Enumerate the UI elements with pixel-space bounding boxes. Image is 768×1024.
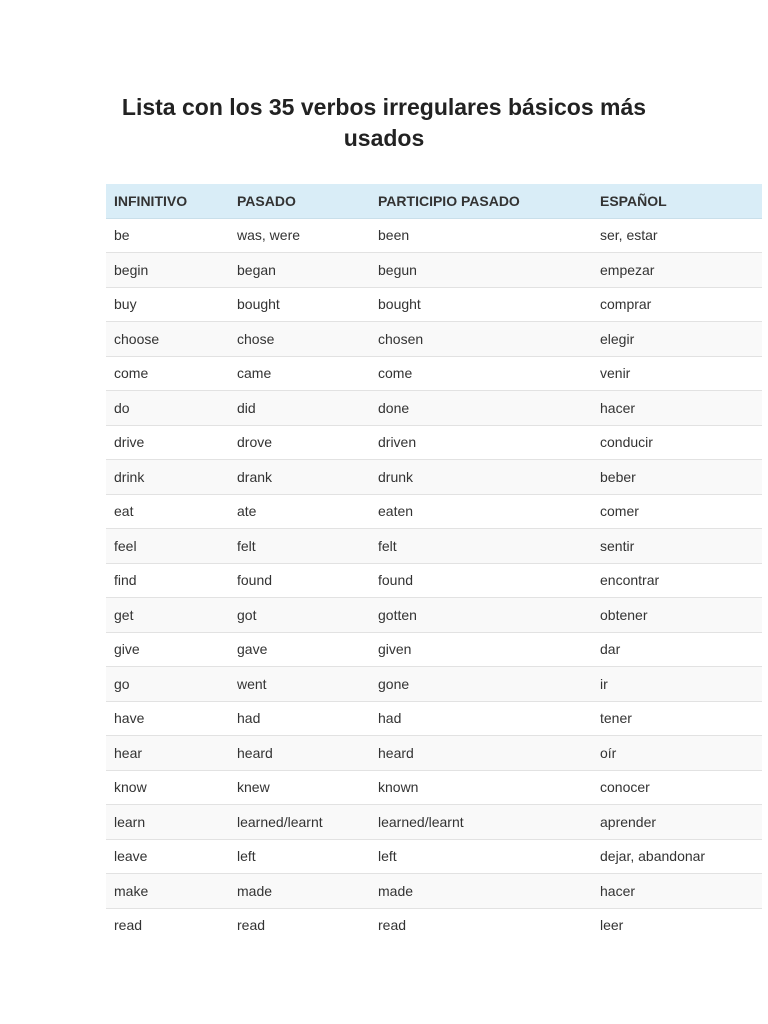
cell-infinitivo: get [114,606,134,623]
cell-participio-pasado: eaten [378,503,414,520]
table-row [106,494,762,529]
cell-pasado: found [237,572,273,589]
cell-espanol: comer [600,503,639,520]
table-row [106,598,762,633]
cell-participio-pasado: driven [378,434,417,451]
cell-participio-pasado: left [378,848,397,865]
cell-infinitivo: drink [114,468,145,485]
table-row [106,218,762,253]
cell-espanol: conducir [600,434,653,451]
table-row [106,529,762,564]
cell-espanol: obtener [600,606,648,623]
cell-participio-pasado: done [378,399,410,416]
table-row [106,563,762,598]
header-row [106,184,762,218]
cell-pasado: knew [237,779,270,796]
table-row [106,460,762,495]
cell-participio-pasado: begun [378,261,417,278]
cell-espanol: hacer [600,882,636,899]
table-row [106,874,762,909]
table-header [106,184,762,218]
cell-espanol: hacer [600,399,636,416]
cell-espanol: empezar [600,261,655,278]
table-row [106,391,762,426]
cell-espanol: tener [600,710,632,727]
table-row [106,839,762,874]
cell-pasado: came [237,365,272,382]
cell-pasado: felt [237,537,256,554]
cell-infinitivo: know [114,779,147,796]
cell-espanol: elegir [600,330,635,347]
header-espanol: ESPAÑOL [592,184,762,218]
cell-pasado: left [237,848,256,865]
cell-espanol: venir [600,365,631,382]
header-pasado: PASADO [229,184,370,218]
cell-participio-pasado: learned/learnt [378,813,464,830]
cell-participio-pasado: bought [378,296,421,313]
table-row [106,356,762,391]
cell-infinitivo: learn [114,813,146,830]
cell-participio-pasado: been [378,227,410,244]
page-title: Lista con los 35 verbos irregulares básicos más usados [121,94,647,151]
cell-infinitivo: read [114,917,143,934]
table-row [106,287,762,322]
cell-infinitivo: make [114,882,149,899]
cell-pasado: got [237,606,257,623]
cell-participio-pasado: made [378,882,414,899]
cell-espanol: conocer [600,779,650,796]
cell-participio-pasado: gotten [378,606,417,623]
cell-infinitivo: buy [114,296,137,313]
cell-pasado: did [237,399,256,416]
cell-pasado: ate [237,503,257,520]
cell-participio-pasado: come [378,365,413,382]
cell-infinitivo: feel [114,537,137,554]
cell-pasado: made [237,882,273,899]
table-row [106,908,762,942]
cell-participio-pasado: given [378,641,412,658]
cell-pasado: gave [237,641,268,658]
cell-espanol: ser, estar [600,227,658,244]
cell-pasado: drove [237,434,273,451]
cell-espanol: sentir [600,537,635,554]
cell-espanol: aprender [600,813,657,830]
cell-pasado: read [237,917,266,934]
table-row [106,425,762,460]
cell-infinitivo: give [114,641,140,658]
header-participio-pasado: PARTICIPIO PASADO [370,184,592,218]
cell-espanol: encontrar [600,572,660,589]
cell-participio-pasado: felt [378,537,397,554]
cell-pasado: chose [237,330,275,347]
cell-infinitivo: begin [114,261,149,278]
table-body [106,218,762,942]
cell-pasado: began [237,261,276,278]
cell-espanol: dejar, abandonar [600,848,706,865]
table-row [106,322,762,357]
cell-participio-pasado: had [378,710,402,727]
cell-espanol: ir [600,675,608,692]
cell-infinitivo: find [114,572,137,589]
cell-infinitivo: choose [114,330,160,347]
cell-participio-pasado: known [378,779,419,796]
cell-infinitivo: eat [114,503,134,520]
cell-espanol: comprar [600,296,652,313]
table-row [106,736,762,771]
cell-infinitivo: come [114,365,149,382]
cell-pasado: learned/learnt [237,813,323,830]
cell-pasado: heard [237,744,273,761]
cell-pasado: had [237,710,261,727]
cell-infinitivo: drive [114,434,145,451]
cell-participio-pasado: chosen [378,330,424,347]
cell-participio-pasado: drunk [378,468,414,485]
cell-pasado: drank [237,468,273,485]
table-row [106,253,762,288]
cell-pasado: went [237,675,267,692]
table-row [106,701,762,736]
cell-infinitivo: leave [114,848,148,865]
cell-espanol: beber [600,468,636,485]
cell-infinitivo: have [114,710,145,727]
cell-infinitivo: be [114,227,130,244]
irregular-verbs-table [106,184,762,942]
cell-participio-pasado: found [378,572,414,589]
table-row [106,632,762,667]
cell-participio-pasado: read [378,917,407,934]
cell-espanol: leer [600,917,624,934]
cell-infinitivo: do [114,399,130,416]
cell-infinitivo: go [114,675,130,692]
cell-espanol: oír [600,744,617,761]
cell-participio-pasado: heard [378,744,414,761]
cell-pasado: was, were [237,227,301,244]
header-infinitivo: INFINITIVO [106,184,229,218]
table-row [106,770,762,805]
table-row [106,667,762,702]
cell-pasado: bought [237,296,280,313]
cell-espanol: dar [600,641,621,658]
cell-participio-pasado: gone [378,675,410,692]
table-row [106,805,762,840]
cell-infinitivo: hear [114,744,143,761]
